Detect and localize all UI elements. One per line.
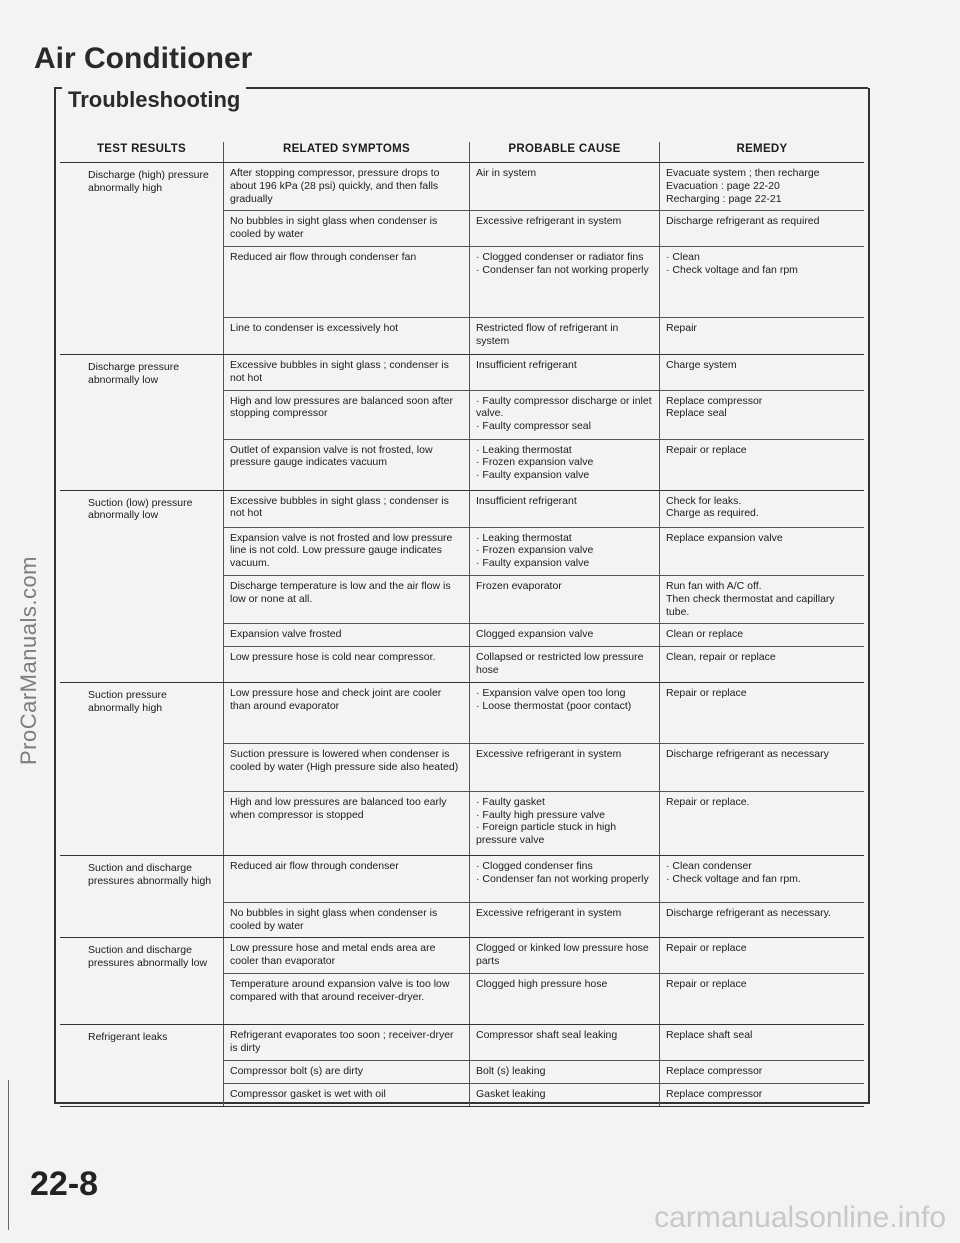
cause-item: · Clogged condenser or radiator fins: [476, 250, 644, 263]
test-result-group: [60, 1025, 864, 1106]
table-row: [224, 792, 864, 855]
cause-item: Gasket leaking: [476, 1087, 546, 1100]
symptom-rows: [224, 938, 864, 1024]
remedy-item: Evacuate system ; then recharge: [666, 167, 820, 179]
binding-line: [8, 1080, 9, 1230]
cause-cell: [470, 163, 660, 210]
cause-item: · Faulty expansion valve: [476, 469, 590, 482]
cause-item: · Frozen expansion valve: [476, 544, 594, 557]
table-row: [224, 440, 864, 490]
remedy-item: · Clean: [666, 250, 700, 263]
remedy-item: Discharge refrigerant as necessary.: [666, 906, 831, 919]
table-row: [224, 528, 864, 576]
cause-item: Excessive refrigerant in system: [476, 747, 622, 760]
remedy-item: · Check voltage and fan rpm.: [666, 872, 801, 885]
symptom-cell: High and low pressures are balanced too early when compressor is stopped: [224, 792, 470, 855]
cause-cell: [470, 440, 660, 490]
cause-item: Compressor shaft seal leaking: [476, 1029, 618, 1042]
cause-cell: [470, 903, 660, 938]
remedy-item: Replace expansion valve: [666, 531, 783, 544]
test-result-group: [60, 856, 864, 939]
symptom-cell: Excessive bubbles in sight glass ; condenser is not hot: [224, 355, 470, 390]
remedy-item: Replace compressor: [666, 1087, 763, 1100]
cause-cell: [470, 1025, 660, 1060]
cause-cell: [470, 528, 660, 575]
cause-cell: [470, 1061, 660, 1083]
remedy-cell: [660, 624, 864, 646]
symptom-cell: Compressor bolt (s) are dirty: [224, 1061, 470, 1083]
remedy-item: Replace shaft seal: [666, 1029, 753, 1042]
remedy-cell: [660, 1084, 864, 1106]
symptom-cell: Reduced air flow through condenser: [224, 856, 470, 902]
page-number: 22-8: [30, 1165, 99, 1203]
symptom-rows: [224, 1025, 864, 1105]
table-row: [224, 744, 864, 792]
remedy-item: Replace compressor: [666, 394, 763, 407]
cause-item: Collapsed or restricted low pressure hose: [476, 651, 644, 676]
cause-cell: [470, 491, 660, 527]
remedy-cell: [660, 903, 864, 938]
cause-cell: [470, 318, 660, 354]
cause-cell: [470, 391, 660, 439]
table-row: [224, 903, 864, 938]
cause-cell: [470, 974, 660, 1024]
symptom-cell: Expansion valve is not frosted and low pressure line is not cold. Low pressure gauge indicates vacuum.: [224, 528, 470, 575]
cause-item: Insufficient refrigerant: [476, 494, 577, 507]
symptom-rows: [224, 163, 864, 354]
table-row: [224, 856, 864, 903]
remedy-cell: [660, 1061, 864, 1083]
remedy-item: Run fan with A/C off.: [666, 579, 762, 592]
remedy-cell: [660, 744, 864, 791]
cause-cell: [470, 792, 660, 855]
remedy-item: Clean or replace: [666, 628, 744, 641]
cause-item: Restricted flow of refrigerant in system: [476, 321, 619, 347]
cause-cell: [470, 647, 660, 682]
symptom-cell: Reduced air flow through condenser fan: [224, 247, 470, 317]
symptom-cell: No bubbles in sight glass when condenser is cooled by water: [224, 211, 470, 246]
remedy-cell: [660, 792, 864, 855]
cause-cell: [470, 247, 660, 317]
cause-item: Clogged or kinked low pressure hose parts: [476, 942, 649, 968]
remedy-item: Check for leaks.: [666, 494, 742, 507]
symptom-cell: Low pressure hose is cold near compressor.: [224, 647, 470, 682]
side-watermark: ProCarManuals.com: [16, 555, 41, 765]
remedy-cell: [660, 211, 864, 246]
test-result-cell: Suction pressure abnormally high: [60, 683, 224, 855]
header-probable-cause: PROBABLE CAUSE: [470, 142, 660, 162]
test-result-cell: Suction (low) pressure abnormally low: [60, 491, 224, 682]
remedy-cell: [660, 1025, 864, 1060]
symptom-cell: Discharge temperature is low and the air flow is low or none at all.: [224, 576, 470, 623]
remedy-item: Repair or replace.: [666, 795, 750, 808]
test-result-cell: Suction and discharge pressures abnormally low: [60, 938, 224, 1024]
remedy-item: Replace seal: [666, 407, 727, 420]
table-row: [224, 247, 864, 318]
symptom-cell: After stopping compressor, pressure drops to about 196 kPa (28 psi) quickly, and then falls gradually: [224, 163, 470, 210]
cause-item: · Loose thermostat (poor contact): [476, 699, 632, 712]
remedy-cell: [660, 318, 864, 354]
symptom-cell: Low pressure hose and check joint are cooler than around evaporator: [224, 683, 470, 743]
header-remedy: REMEDY: [736, 142, 788, 155]
cause-item: · Leaking thermostat: [476, 443, 572, 456]
remedy-item: Evacuation : page 22-20: [666, 179, 780, 192]
cause-item: · Faulty high pressure valve: [476, 808, 605, 821]
table-row: [224, 647, 864, 682]
remedy-item: · Clean condenser: [666, 859, 752, 872]
table-row: [224, 211, 864, 247]
cause-cell: [470, 683, 660, 743]
cause-item: · Foreign particle stuck in high pressure valve: [476, 821, 617, 847]
remedy-item: Repair or replace: [666, 942, 747, 955]
cause-item: · Leaking thermostat: [476, 531, 572, 544]
remedy-item: Replace compressor: [666, 1064, 763, 1077]
troubleshooting-table: [60, 128, 864, 1107]
remedy-cell: [660, 683, 864, 743]
symptom-rows: [224, 856, 864, 938]
remedy-item: Charge as required.: [666, 507, 759, 520]
test-result-group: [60, 683, 864, 856]
cause-item: Bolt (s) leaking: [476, 1064, 546, 1077]
remedy-item: Discharge refrigerant as necessary: [666, 747, 829, 760]
remedy-cell: [660, 355, 864, 390]
table-row: [224, 938, 864, 974]
cause-cell: [470, 211, 660, 246]
table-row: [224, 318, 864, 354]
section-title: Troubleshooting: [62, 87, 246, 113]
cause-item: Excessive refrigerant in system: [476, 215, 622, 228]
table-row: [224, 491, 864, 528]
cause-item: · Clogged condenser fins: [476, 859, 593, 872]
remedy-item: Repair or replace: [666, 686, 747, 699]
table-row: [224, 391, 864, 440]
table-row: [224, 1084, 864, 1106]
cause-item: Clogged expansion valve: [476, 628, 594, 641]
symptom-rows: [224, 683, 864, 855]
symptom-rows: [224, 355, 864, 490]
cause-item: · Faulty compressor discharge or inlet valve.: [476, 394, 652, 420]
cause-item: · Faulty expansion valve: [476, 557, 590, 570]
test-result-cell: Discharge pressure abnormally low: [60, 355, 224, 490]
remedy-cell: [660, 938, 864, 973]
remedy-cell: [660, 974, 864, 1024]
symptom-cell: Temperature around expansion valve is too low compared with that around receiver-dryer.: [224, 974, 470, 1024]
remedy-cell: [660, 247, 864, 317]
table-row: [224, 974, 864, 1024]
table-row: [224, 624, 864, 647]
remedy-item: Repair or replace: [666, 978, 747, 991]
remedy-item: Repair: [666, 321, 697, 334]
table-row: [224, 163, 864, 211]
test-result-group: [60, 938, 864, 1025]
cause-item: · Faulty compressor seal: [476, 420, 591, 433]
cause-cell: [470, 938, 660, 973]
symptom-cell: High and low pressures are balanced soon after stopping compressor: [224, 391, 470, 439]
cause-cell: [470, 624, 660, 646]
table-row: [224, 355, 864, 391]
cause-item: Air in system: [476, 167, 537, 179]
remedy-item: Then check thermostat and capillary tube.: [666, 592, 835, 618]
cause-item: · Frozen expansion valve: [476, 456, 594, 469]
cause-cell: [470, 744, 660, 791]
page-title: Air Conditioner: [34, 42, 253, 75]
symptom-cell: Refrigerant evaporates too soon ; receiver-dryer is dirty: [224, 1025, 470, 1060]
remedy-item: Clean, repair or replace: [666, 651, 776, 664]
test-result-group: [60, 355, 864, 491]
cause-item: · Condenser fan not working properly: [476, 872, 649, 885]
cause-cell: [470, 355, 660, 390]
cause-item: · Faulty gasket: [476, 795, 545, 808]
corner-watermark: carmanualsonline.info: [654, 1201, 946, 1234]
remedy-cell: [660, 576, 864, 623]
symptom-cell: Low pressure hose and metal ends area are cooler than evaporator: [224, 938, 470, 973]
remedy-cell: [660, 163, 864, 210]
remedy-cell: [660, 440, 864, 490]
symptom-cell: Expansion valve frosted: [224, 624, 470, 646]
header-test-results: TEST RESULTS: [60, 142, 224, 162]
cause-item: Insufficient refrigerant: [476, 358, 577, 371]
table-body: [60, 163, 864, 1107]
table-row: [224, 683, 864, 744]
remedy-cell: [660, 647, 864, 682]
symptom-rows: [224, 491, 864, 682]
table-row: [224, 576, 864, 624]
test-result-cell: Discharge (high) pressure abnormally high: [60, 163, 224, 354]
symptom-cell: Suction pressure is lowered when condenser is cooled by water (High pressure side also heated): [224, 744, 470, 791]
test-result-group: [60, 163, 864, 355]
test-result-cell: Refrigerant leaks: [60, 1025, 224, 1105]
cause-item: Clogged high pressure hose: [476, 978, 608, 991]
table-header: [60, 128, 864, 163]
symptom-cell: Compressor gasket is wet with oil: [224, 1084, 470, 1106]
cause-item: · Condenser fan not working properly: [476, 263, 649, 276]
cause-cell: [470, 856, 660, 902]
symptom-cell: Excessive bubbles in sight glass ; condenser is not hot: [224, 491, 470, 527]
test-result-cell: Suction and discharge pressures abnormally high: [60, 856, 224, 938]
remedy-item: · Check voltage and fan rpm: [666, 263, 798, 276]
remedy-cell: [660, 856, 864, 902]
cause-cell: [470, 576, 660, 623]
table-row: [224, 1025, 864, 1061]
table-row: [224, 1061, 864, 1084]
cause-cell: [470, 1084, 660, 1106]
cause-item: Frozen evaporator: [476, 579, 562, 592]
header-related-symptoms: RELATED SYMPTOMS: [224, 142, 470, 162]
remedy-cell: [660, 491, 864, 527]
remedy-item: Charge system: [666, 358, 737, 371]
cause-item: · Expansion valve open too long: [476, 686, 626, 699]
remedy-item: Discharge refrigerant as required: [666, 215, 820, 228]
test-result-group: [60, 491, 864, 683]
symptom-cell: Line to condenser is excessively hot: [224, 318, 470, 354]
symptom-cell: No bubbles in sight glass when condenser is cooled by water: [224, 903, 470, 938]
symptom-cell: Outlet of expansion valve is not frosted, low pressure gauge indicates vacuum: [224, 440, 470, 490]
remedy-cell: [660, 391, 864, 439]
remedy-item: Repair or replace: [666, 443, 747, 456]
remedy-cell: [660, 528, 864, 575]
cause-item: Excessive refrigerant in system: [476, 906, 622, 919]
remedy-item: Recharging : page 22-21: [666, 192, 782, 205]
